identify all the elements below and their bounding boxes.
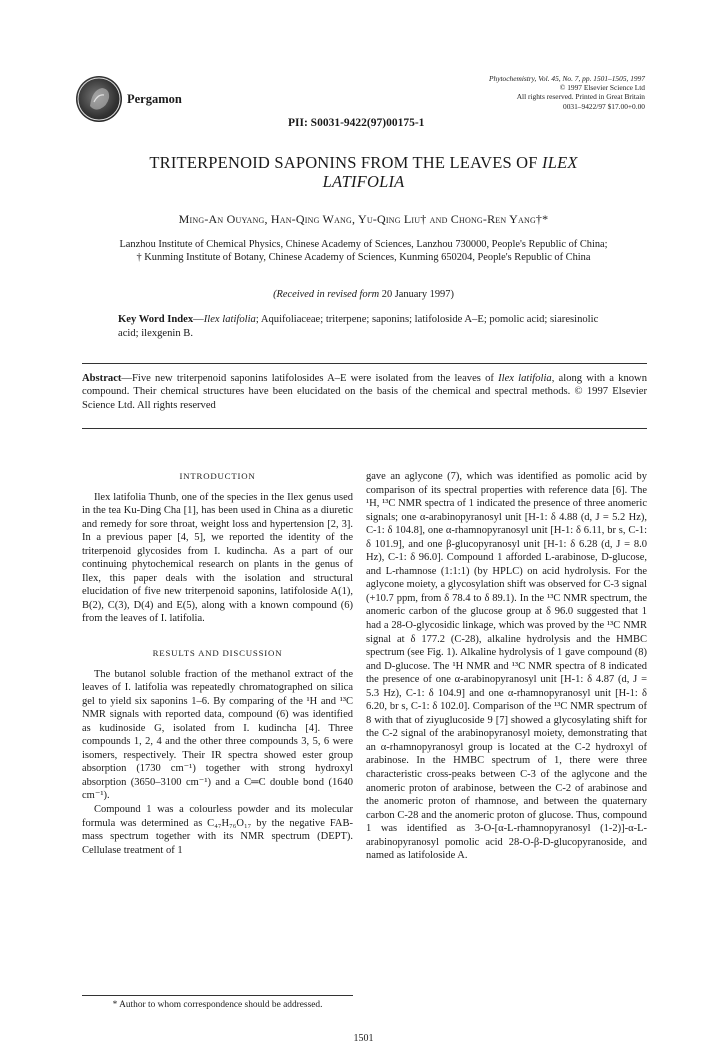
journal-price: 0031–9422/97 $17.00+0.00	[563, 101, 645, 111]
publisher-name: Pergamon	[127, 92, 182, 106]
keywords-italic: Ilex latifolia	[203, 314, 256, 325]
journal-rights: All rights reserved. Printed in Great Britain	[516, 92, 645, 102]
affiliation-1: Lanzhou Institute of Chemical Physics, Chinese Academy of Sciences, Lanzhou 730000, People's Republic of China;	[119, 239, 608, 250]
results-heading: RESULTS AND DISCUSSION	[152, 648, 283, 659]
journal-copyright: © 1997 Elsevier Science Ltd	[559, 83, 645, 93]
pii-code: PII: S0031-9422(97)00175-1	[288, 117, 425, 129]
abstract-bottom-rule	[82, 428, 647, 429]
abstract	[82, 372, 647, 412]
footnote: * Author to whom correspondence should be addressed.	[112, 1000, 323, 1010]
results-paragraph-2: Compound 1 was a colourless powder and its molecular formula was determined as C₄₇H₇₆O₁₇ by the negative FAB-mass spectrum together with its NMR spectrum (DEPT). Cellulase treatment of 1	[82, 804, 353, 856]
title-line1: TRITERPENOID SAPONINS FROM THE LEAVES OF	[149, 153, 538, 172]
abstract-text-2: , along with a known compound. Their chemical structures have been elucidated on the basis of the chemical and spectral methods. © 1997 Elsevier Science Ltd. All rights reserved	[82, 373, 648, 411]
affiliation-2: † Kunming Institute of Botany, Chinese Academy of Sciences, Kunming 650204, People's Republic of China	[136, 252, 591, 263]
keywords-dash: —	[193, 314, 204, 325]
keyword-index	[118, 313, 618, 340]
affiliations	[60, 238, 667, 264]
journal-info	[489, 74, 645, 111]
received-date	[60, 289, 667, 300]
article-title	[60, 153, 667, 191]
received-date-value: 20 January 1997)	[381, 289, 454, 300]
pergamon-logo	[76, 76, 122, 122]
abstract-label: Abstract	[82, 373, 122, 384]
introduction-heading: INTRODUCTION	[179, 471, 256, 481]
abstract-italic: Ilex latifolia	[498, 373, 552, 384]
intro-paragraph: Ilex latifolia Thunb, one of the species in the Ilex genus used in the tea Ku-Ding Cha [1], has been used in China as a diuretic and remedy for sore throat, weight loss and hypertension [2, 3]. In a previous paper [4, 5], we reported the identity of the triterpenoid glycosides from I. kudincha. As a part of our continuing phytochemical research on plants in the genus of Ilex, this paper deals with the isolation and structural elucidation of five new triterpenoid saponins, latifoloside A(1), B(2), C(3), D(4) and E(5), along with a known compound (6) from the leaves of I. latifolia.	[82, 491, 353, 625]
author-list: Ming-An Ouyang, Han-Qing Wang, Yu-Qing Liu† and Chong-Ren Yang†*	[178, 212, 549, 226]
right-column-paragraph: gave an aglycone (7), which was identified as pomolic acid by comparison of its spectral properties with reference data [6]. The ¹H, ¹³C NMR spectra of 1 indicated the presence of three anomeric signals; one α-arabinopyranosyl unit [H-1: δ 4.88 (d, J = 5.2 Hz), C-1: δ 104.8], one α-rhamnopyranosyl unit [H-1: δ 6.11, br s, C-1: δ 101.9], and one β-glucopyranosyl unit [H-1: δ 6.28 (d, J = 8.0 Hz), C-1: δ 96.0]. Compound 1 afforded L-arabinose, D-glucose, and L-rhamnose (1:1:1) (by HPLC) on acid hydrolysis. For the aglycone moiety, a glycosylation shift was observed for C-3 signal (+10.7 ppm, from δ 78.4 to δ 89.1). In the ¹³C NMR spectrum, the anomeric carbon of the glucose group at δ 96.0 suggested that 1 had a 28-O-glycosidic linkage, which was proved by the ¹³C NMR signal at δ 177.2 (C-28), alkaline hydrolysis and the HMBC spectrum (see Fig. 1). Alkaline hydrolysis of 1 gave compound (8) and D-glucose. The ¹H NMR and ¹³C NMR spectra of 8 indicated the presence of one α-arabinopyranosyl unit [H-1: δ 4.87 (d, J = 5.3 Hz), C-1: δ 104.9] and one α-rhamnopyranosyl unit [H-1: δ 6.20, br s, C-1: δ 102.0]. Comparison of the ¹³C NMR spectrum of 8 with that of ziyuglucoside 9 [7] showed a glycosylating shift for the C-2 signal of the arabinopyranosyl moiety, demonstrating that an α-rhamnopyranosyl group is located at the C-2 hydroxyl of arabinose. In the HMBC spectrum of 1, there were three characteristic cross-peaks between C-3 of the aglycone and the anomeric proton of arabinose, between the C-2 of arabinose and the anomeric proton of rhamnose, and between the quaternary carbon C-28 and the anomeric proton of glucose. Thus, compound 1 was identified as 3-O-[α-L-rhamnopyranosyl (1-2)]-α-L-arabinopyranosyl pomolic acid 28-O-β-D-glucopyranoside, and named as latifoloside A.	[366, 471, 647, 862]
abstract-top-rule	[82, 363, 647, 364]
journal-citation: Phytochemistry, Vol. 45, No. 7, pp. 1501–1505, 1997	[488, 74, 645, 83]
title-line2: LATIFOLIA	[322, 172, 405, 191]
results-paragraph-1: The butanol soluble fraction of the methanol extract of the leaves of I. latifolia was repeatedly chromatographed on silica gel to yield six saponins 1–6. By comparing of the ¹H and ¹³C NMR signals with reported data, compound (6) was identified as kudinoside G, isolated from I. kudincha [4]. Three compounds 1, 2, 4 and the other three compounds 3, 5, 6 were isomers, respectively. Their IR spectra showed ester group absorption (1730 cm⁻¹) together with strong hydroxyl absorption (3650–3100 cm⁻¹) and a C═C double bond (1640 cm⁻¹).	[82, 668, 353, 802]
title-italic1: ILEX	[542, 153, 578, 172]
received-prefix: (Received in revised form	[273, 289, 380, 300]
left-column	[82, 470, 353, 857]
footnote-rule	[82, 995, 353, 996]
abstract-text-1: —Five new triterpenoid saponins latifolosides A–E were isolated from the leaves of	[121, 373, 499, 384]
right-column	[366, 470, 647, 863]
page-number: 1501	[353, 1033, 374, 1044]
keywords-list: ; Aquifoliaceae; triterpene; saponins; latifoloside A–E; pomolic acid; siaresinolic acid; ilexgenin B.	[118, 314, 599, 339]
keywords-label: Key Word Index	[118, 314, 194, 325]
